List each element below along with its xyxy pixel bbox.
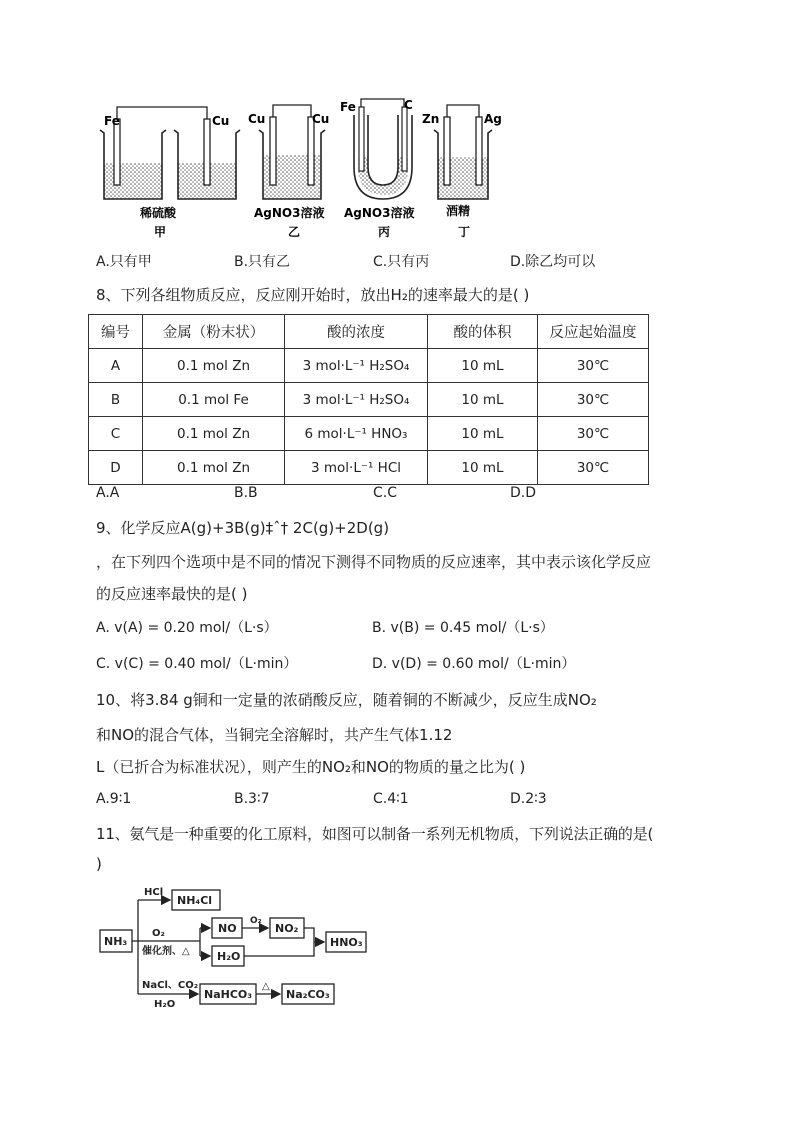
option-a[interactable]: A.只有甲: [96, 254, 152, 270]
q9-options-row1: [96, 617, 736, 637]
q10-line1: 10、将3.84 g铜和一定量的浓硝酸反应，随着铜的不断减少，反应生成NO₂: [96, 691, 597, 709]
table-cell: B: [89, 383, 143, 417]
h2o-label: H₂O: [217, 950, 241, 963]
electrode-label: Cu: [312, 112, 330, 126]
option-b[interactable]: B.只有乙: [234, 254, 291, 270]
electrode-label: Cu: [248, 112, 266, 126]
table-cell: A: [89, 349, 143, 383]
table-cell: 0.1 mol Zn: [143, 417, 285, 451]
q10-options: [96, 791, 736, 811]
electrode-label: Fe: [340, 100, 356, 114]
table-header-cell: 反应起始温度: [538, 315, 649, 349]
solution-label: 酒精: [446, 204, 471, 218]
table-cell: 0.1 mol Zn: [143, 451, 285, 485]
table-cell: 0.1 mol Zn: [143, 349, 285, 383]
table-cell: 30℃: [538, 349, 649, 383]
table-cell: 30℃: [538, 417, 649, 451]
option-d[interactable]: D. v(D) = 0.60 mol/（L·min）: [372, 656, 576, 672]
q9-options-row2: [96, 653, 736, 673]
q11-line2: ): [96, 855, 102, 873]
option-d[interactable]: D.2∶3: [510, 791, 547, 807]
table-cell: 6 mol·L⁻¹ HNO₃: [285, 417, 428, 451]
na2co3-label: Na₂CO₃: [286, 988, 330, 1001]
table-cell: 3 mol·L⁻¹ H₂SO₄: [285, 383, 428, 417]
q8-stem: 8、下列各组物质反应，反应刚开始时，放出H₂的速率最大的是( ): [96, 286, 530, 304]
catalyst-label: 催化剂、△: [142, 946, 190, 957]
option-c[interactable]: C.只有丙: [373, 254, 430, 270]
apparatus-name: 丙: [378, 225, 391, 239]
option-b[interactable]: B.B: [234, 485, 258, 501]
q7-options: [96, 251, 736, 271]
reagent-table: [88, 314, 649, 485]
solution-label: 稀硫酸: [140, 206, 177, 220]
hno3-label: HNO₃: [330, 936, 363, 949]
table-cell: 3 mol·L⁻¹ HCl: [285, 451, 428, 485]
option-c[interactable]: C.4∶1: [373, 791, 409, 807]
table-row: [89, 451, 649, 485]
table-cell: C: [89, 417, 143, 451]
solution-label: AgNO3溶液: [344, 206, 415, 220]
table-header-cell: 酸的浓度: [285, 315, 428, 349]
table-header-cell: 酸的体积: [428, 315, 538, 349]
apparatus-jia: [100, 107, 240, 239]
no-label: NO: [218, 922, 237, 935]
option-b[interactable]: B.3∶7: [234, 791, 270, 807]
electrode-label: Cu: [212, 114, 230, 128]
apparatus-figure: [90, 95, 520, 245]
option-d[interactable]: D.D: [510, 485, 537, 501]
ammonia-flow-diagram: [96, 878, 376, 1010]
option-b[interactable]: B. v(B) = 0.45 mol/（L·s）: [372, 620, 554, 636]
o2-label-2: O₂: [250, 916, 262, 926]
nacl-co2-label: NaCl、CO₂: [142, 980, 199, 991]
table-cell: 30℃: [538, 451, 649, 485]
nh4cl-label: NH₄Cl: [177, 894, 213, 907]
option-c[interactable]: C. v(C) = 0.40 mol/（L·min）: [96, 656, 298, 672]
q11-line1: 11、氨气是一种重要的化工原料，如图可以制备一系列无机物质，下列说法正确的是(: [96, 825, 654, 843]
table-cell: 10 mL: [428, 383, 538, 417]
q10-line3: L（已折合为标准状况），则产生的NO₂和NO的物质的量之比为( ): [96, 758, 526, 776]
electrode-label: Zn: [422, 112, 440, 126]
no2-label: NO₂: [275, 922, 299, 935]
q10-line2: 和NO的混合气体，当铜完全溶解时，共产生气体1.12: [96, 726, 453, 744]
q9-line2: ，在下列四个选项中是不同的情况下测得不同物质的反应速率，其中表示该化学反应: [96, 553, 652, 571]
option-c[interactable]: C.C: [373, 485, 398, 501]
apparatus-name: 乙: [288, 225, 301, 239]
table-cell: 10 mL: [428, 451, 538, 485]
apparatus-yi: [248, 105, 329, 239]
table-row: [89, 417, 649, 451]
table-row: [89, 349, 649, 383]
q9-stem: 9、化学反应A(g)+3B(g)‡ˆ† 2C(g)+2D(g): [96, 519, 390, 537]
electrode-label: Ag: [484, 112, 502, 126]
apparatus-ding: [422, 105, 502, 239]
apparatus-name: 甲: [154, 225, 167, 239]
option-a[interactable]: A.9∶1: [96, 791, 132, 807]
o2-label: O₂: [152, 928, 165, 939]
table-header-cell: 金属（粉末状）: [143, 315, 285, 349]
table-row: [89, 383, 649, 417]
nh3-label: NH₃: [104, 935, 128, 948]
h2o-condition-label: H₂O: [154, 999, 176, 1010]
option-a[interactable]: A. v(A) = 0.20 mol/（L·s）: [96, 620, 278, 636]
electrode-label: Fe: [104, 114, 120, 128]
table-cell: 10 mL: [428, 417, 538, 451]
electrode-label: C: [404, 98, 413, 112]
table-cell: 10 mL: [428, 349, 538, 383]
table-cell: 3 mol·L⁻¹ H₂SO₄: [285, 349, 428, 383]
table-cell: 0.1 mol Fe: [143, 383, 285, 417]
table-header-cell: 编号: [89, 315, 143, 349]
hcl-label: HCl: [144, 887, 164, 898]
solution-label: AgNO3溶液: [254, 206, 325, 220]
q9-line3: 的反应速率最快的是( ): [96, 585, 248, 603]
apparatus-bing: [340, 98, 414, 239]
option-d[interactable]: D.除乙均可以: [510, 254, 596, 270]
table-header-row: [89, 315, 649, 349]
option-a[interactable]: A.A: [96, 485, 120, 501]
heat-label: △: [262, 981, 270, 992]
table-cell: D: [89, 451, 143, 485]
nahco3-label: NaHCO₃: [204, 988, 253, 1001]
q8-options: [96, 485, 736, 505]
apparatus-name: 丁: [458, 225, 471, 239]
table-cell: 30℃: [538, 383, 649, 417]
